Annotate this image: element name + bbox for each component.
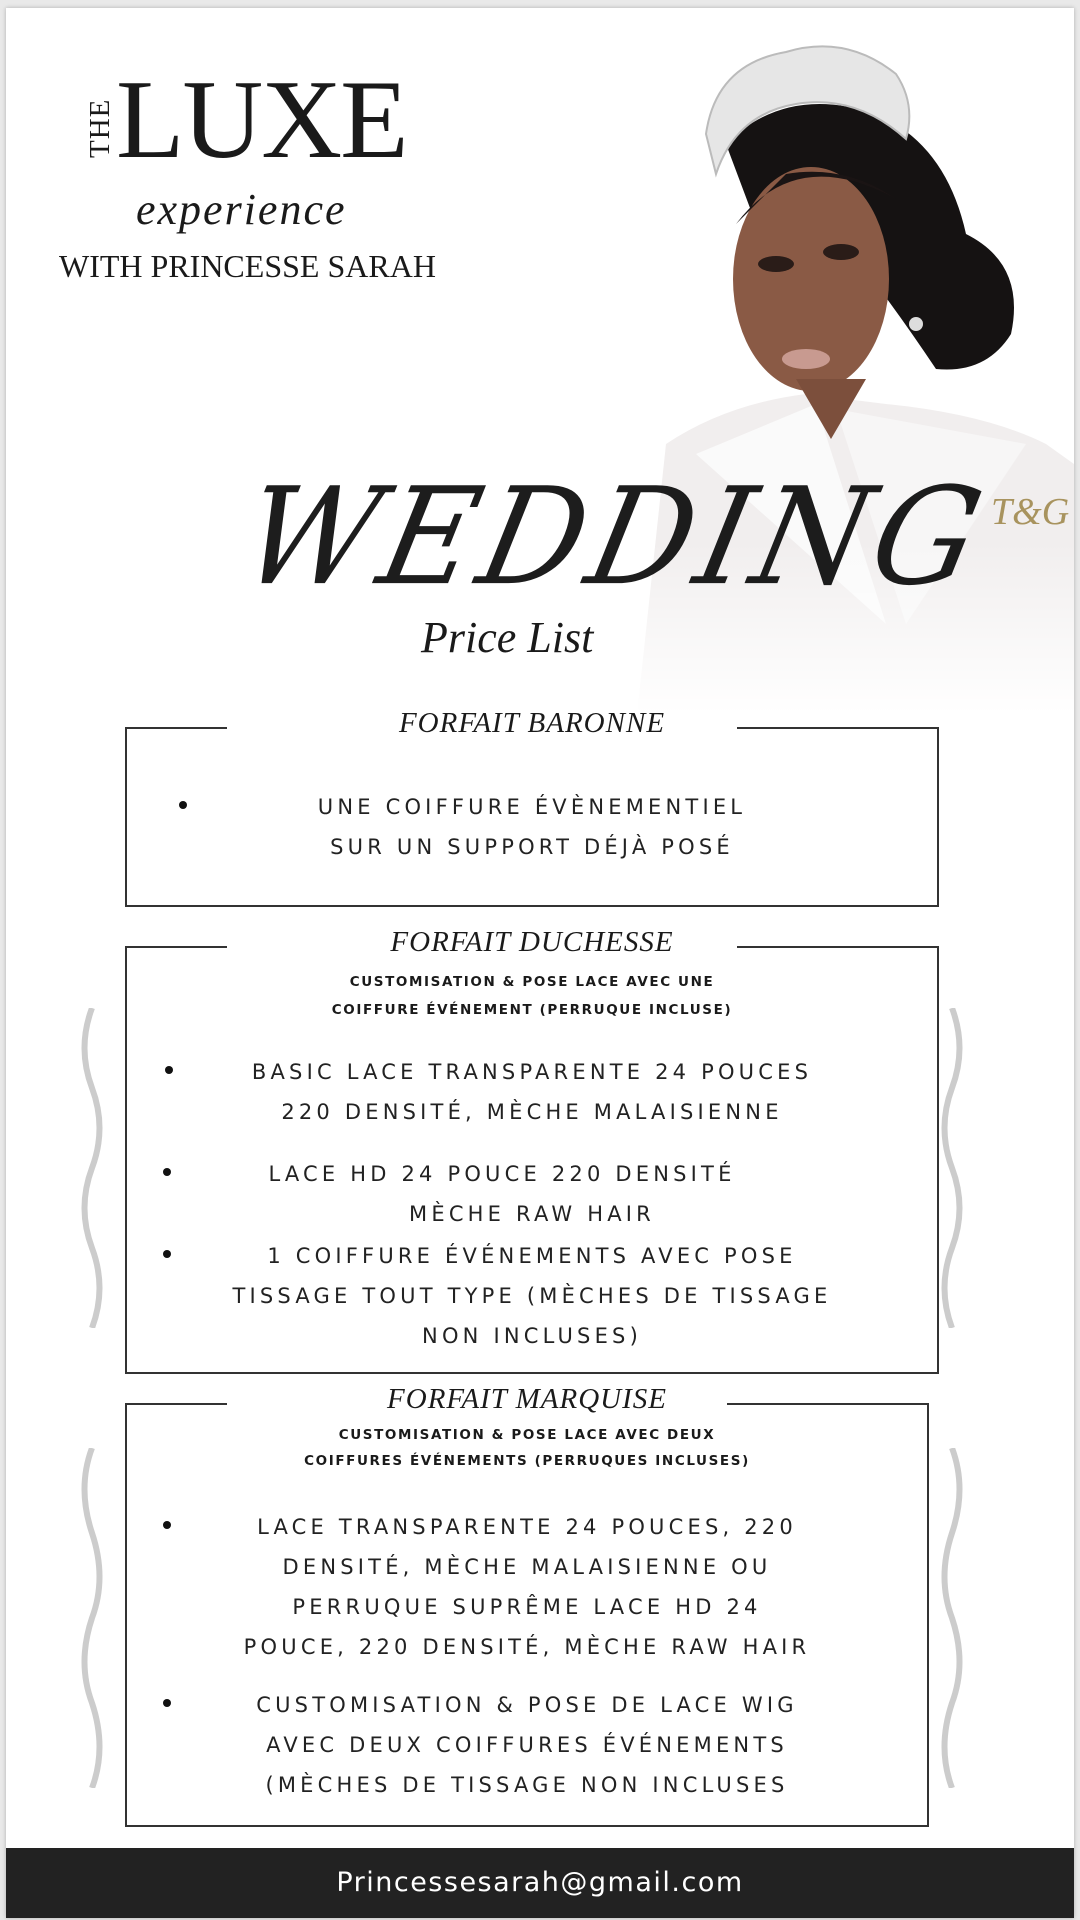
item-line: CUSTOMISATION & POSE DE LACE WIG	[256, 1693, 798, 1717]
item-line: LACE HD 24 POUCE 220 DENSITÉ	[268, 1162, 736, 1186]
item-line: BASIC LACE TRANSPARENTE 24 POUCES	[251, 1060, 813, 1084]
item-line: SUR UN SUPPORT DÉJÀ POSÉ	[330, 835, 734, 859]
floral-ornament-icon	[932, 1448, 972, 1788]
item-line: UNE COIFFURE ÉVÈNEMENTIEL	[317, 795, 747, 819]
item-line: MÈCHE RAW HAIR	[409, 1202, 655, 1226]
logo-the: THE	[84, 98, 116, 158]
item-line: 220 DENSITÉ, MÈCHE MALAISIENNE	[281, 1100, 783, 1124]
item-line: (MÈCHES DE TISSAGE NON INCLUSES	[265, 1773, 789, 1797]
bullet-icon	[163, 1250, 171, 1258]
package-baronne	[125, 707, 939, 907]
item-line: 1 COIFFURE ÉVÉNEMENTS AVEC POSE	[267, 1244, 797, 1268]
package-item	[127, 1154, 937, 1234]
price-list-page	[6, 8, 1074, 1918]
wedding-title: WEDDING	[229, 459, 1000, 616]
package-subtitle-line: CUSTOMISATION & POSE LACE AVEC UNE	[349, 974, 715, 990]
package-subtitle-line: CUSTOMISATION & POSE LACE AVEC DEUX	[338, 1427, 716, 1443]
footer-email[interactable]: Princessesarah@gmail.com	[6, 1848, 1074, 1918]
package-item	[127, 1685, 927, 1805]
bullet-icon	[165, 1066, 173, 1074]
logo-luxe: LUXE	[116, 58, 407, 182]
item-line: PERRUQUE SUPRÊME LACE HD 24	[292, 1595, 762, 1619]
bullet-icon	[179, 801, 187, 809]
price-list-subtitle: Price List	[421, 613, 594, 662]
package-marquise	[125, 1383, 929, 1827]
package-title: FORFAIT BARONNE	[398, 707, 666, 739]
package-item	[127, 1236, 937, 1356]
logo-experience: experience	[136, 185, 347, 234]
item-line: LACE TRANSPARENTE 24 POUCES, 220	[257, 1515, 797, 1539]
bullet-icon	[163, 1168, 171, 1176]
package-title: FORFAIT MARQUISE	[387, 1383, 667, 1415]
bullet-icon	[163, 1699, 171, 1707]
robe-monogram: T&G	[991, 491, 1070, 533]
logo-with-princesse-sarah: WITH PRINCESSE SARAH	[59, 248, 436, 284]
package-duchesse	[125, 926, 939, 1374]
bullet-icon	[163, 1521, 171, 1529]
package-subtitle-line: COIFFURE ÉVÉNEMENT (PERRUQUE INCLUSE)	[331, 1002, 733, 1018]
item-line: TISSAGE TOUT TYPE (MÈCHES DE TISSAGE	[232, 1284, 832, 1308]
floral-ornament-icon	[72, 1008, 112, 1328]
item-line: POUCE, 220 DENSITÉ, MÈCHE RAW HAIR	[243, 1635, 811, 1659]
package-item	[127, 1507, 927, 1667]
floral-ornament-icon	[932, 1008, 972, 1328]
package-item	[127, 787, 937, 867]
item-line: AVEC DEUX COIFFURES ÉVÉNEMENTS	[266, 1733, 788, 1757]
floral-ornament-icon	[72, 1448, 112, 1788]
package-subtitle-line: COIFFURES ÉVÉNEMENTS (PERRUQUES INCLUSES)	[304, 1453, 750, 1469]
package-item	[127, 1052, 937, 1132]
item-line: DENSITÉ, MÈCHE MALAISIENNE OU	[282, 1555, 772, 1579]
item-line: NON INCLUSES)	[422, 1324, 642, 1348]
package-title: FORFAIT DUCHESSE	[390, 926, 674, 958]
